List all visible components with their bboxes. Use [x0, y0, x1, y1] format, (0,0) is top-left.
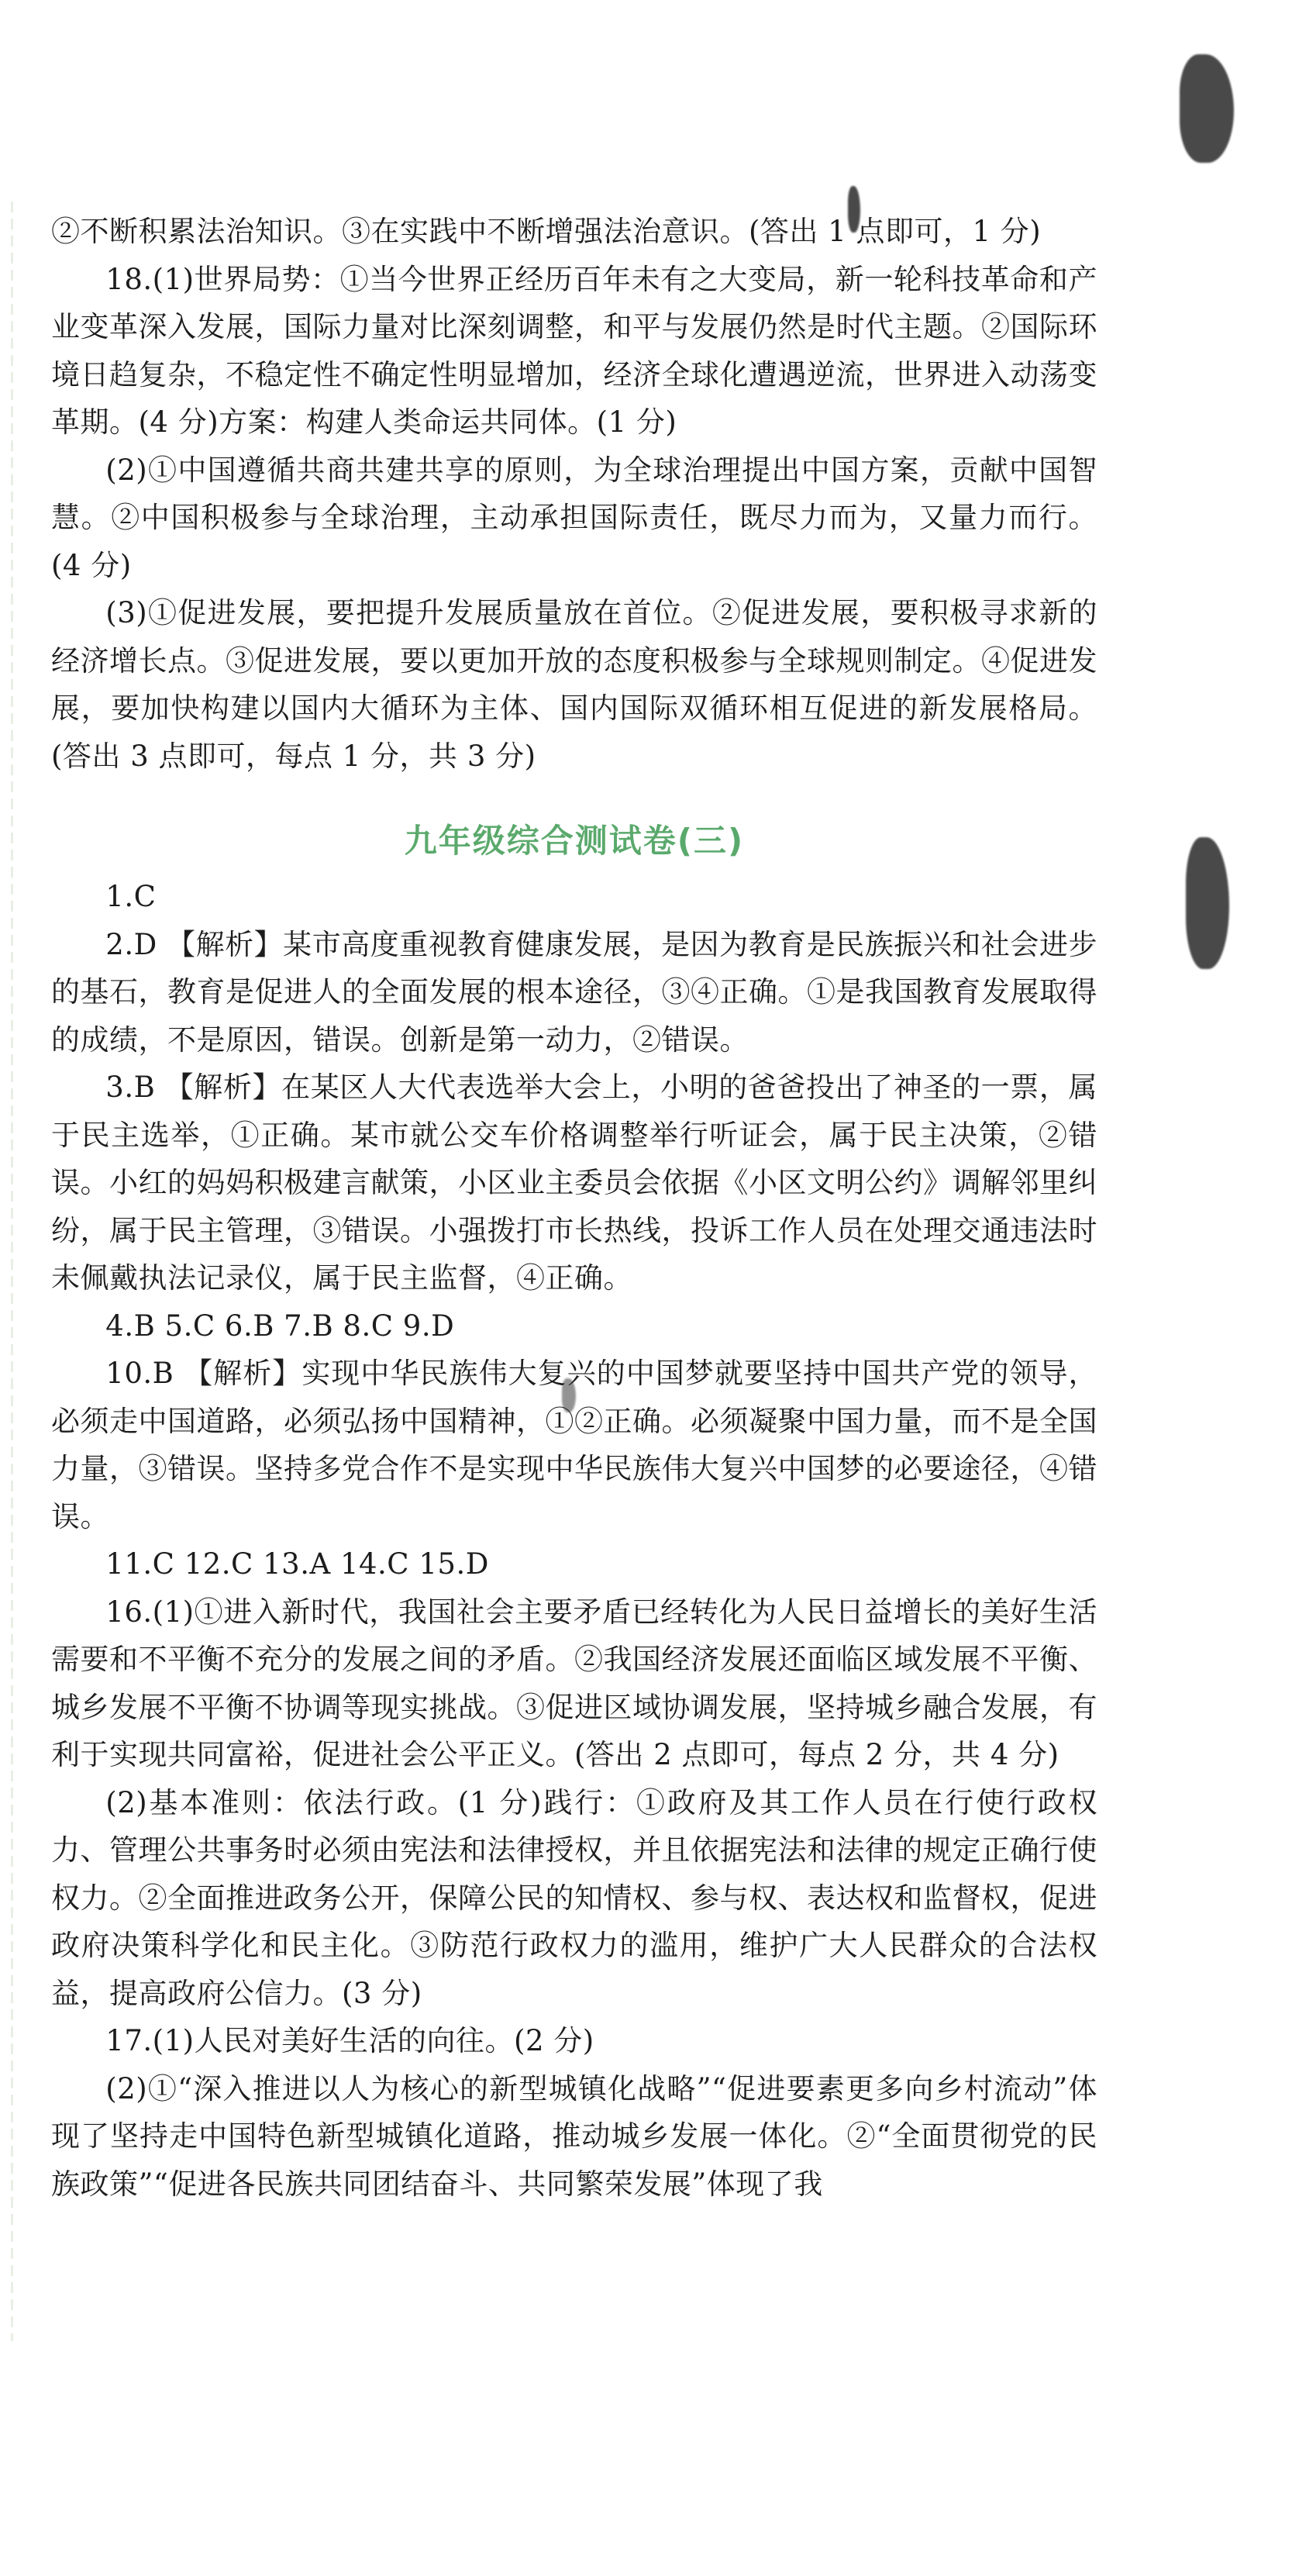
answer-line: 2.D 【解析】某市高度重视教育健康发展，是因为教育是民族振兴和社会进步的基石，教育是促进人的全面发展的根本途径，③④正确。①是我国教育发展取得的成绩，不是原因，错误。创新是第一动力，②错误。: [51, 927, 1097, 1057]
answer-line: 4.B 5.C 6.B 7.B 8.C 9.D: [105, 1309, 455, 1343]
scan-smudge: [1180, 54, 1234, 163]
left-margin-scan-line: [11, 202, 13, 2341]
paragraph: (2)①中国遵循共商共建共享的原则，为全球治理提出中国方案，贡献中国智慧。②中国积极参与全球治理，主动承担国际责任，既尽力而为，又量力而行。(4 分): [51, 453, 1097, 582]
answer-line: 1.C: [105, 880, 157, 913]
answer-line: 10.B 【解析】实现中华民族伟大复兴的中国梦就要坚持中国共产党的领导，必须走中国道路，必须弘扬中国精神，①②正确。必须凝聚中国力量，而不是全国力量，③错误。坚持多党合作不是实现中华民族伟大复兴中国梦的必要途径，④错误。: [51, 1357, 1097, 1533]
answer-line: 16.(1)①进入新时代，我国社会主要矛盾已经转化为人民日益增长的美好生活需要和不平衡不充分的发展之间的矛盾。②我国经济发展还面临区域发展不平衡、城乡发展不平衡不协调等现实挑战。③促进区域协调发展，坚持城乡融合发展，有利于实现共同富裕，促进社会公平正义。(答出 2 点即可，每点 2 分，共 4 分): [51, 1595, 1097, 1771]
paragraph: (3)①促进发展，要把提升发展质量放在首位。②促进发展，要积极寻求新的经济增长点。③促进发展，要以更加开放的态度积极参与全球规则制定。④促进发展，要加快构建以国内大循环为主体、国内国际双循环相互促进的新发展格局。(答出 3 点即可，每点 1 分，共 3 分): [51, 596, 1097, 773]
paragraph: ②不断积累法治知识。③在实践中不断增强法治意识。(答出 1 点即可，1 分): [51, 215, 1042, 248]
scan-smudge: [1186, 837, 1229, 969]
section-title: 九年级综合测试卷(三): [404, 822, 745, 860]
answer-line: (2)基本准则：依法行政。(1 分)践行：①政府及其工作人员在行使行政权力、管理公共事务时必须由宪法和法律授权，并且依据宪法和法律的规定正确行使权力。②全面推进政务公开，保障公民的知情权、参与权、表达权和监督权，促进政府决策科学化和民主化。③防范行政权力的滥用，维护广大人民群众的合法权益，提高政府公信力。(3 分): [51, 1785, 1097, 2010]
answer-line: 3.B 【解析】在某区人大代表选举大会上，小明的爸爸投出了神圣的一票，属于民主选举，①正确。某市就公交车价格调整举行听证会，属于民主决策，②错误。小红的妈妈积极建言献策，小区业主委员会依据《小区文明公约》调解邻里纠纷，属于民主管理，③错误。小强拨打市长热线，投诉工作人员在处理交通违法时未佩戴执法记录仪，属于民主监督，④正确。: [51, 1071, 1097, 1295]
answer-line: (2)①“深入推进以人为核心的新型城镇化战略”“促进要素更多向乡村流动”体现了坚持走中国特色新型城镇化道路，推动城乡发展一体化。②“全面贯彻党的民族政策”“促进各民族共同团结奋斗、共同繁荣发展”体现了我: [51, 2071, 1097, 2201]
answer-line: 17.(1)人民对美好生活的向往。(2 分): [105, 2024, 594, 2057]
paragraph: 18.(1)世界局势：①当今世界正经历百年未有之大变局，新一轮科技革命和产业变革深入发展，国际力量对比深刻调整，和平与发展仍然是时代主题。②国际环境日趋复杂，不稳定性不确定性明显增加，经济全球化遭遇逆流，世界进入动荡变革期。(4 分)方案：构建人类命运共同体。(1 分): [51, 262, 1097, 439]
answer-line: 11.C 12.C 13.A 14.C 15.D: [105, 1547, 489, 1581]
answer-content: [51, 208, 1097, 2208]
